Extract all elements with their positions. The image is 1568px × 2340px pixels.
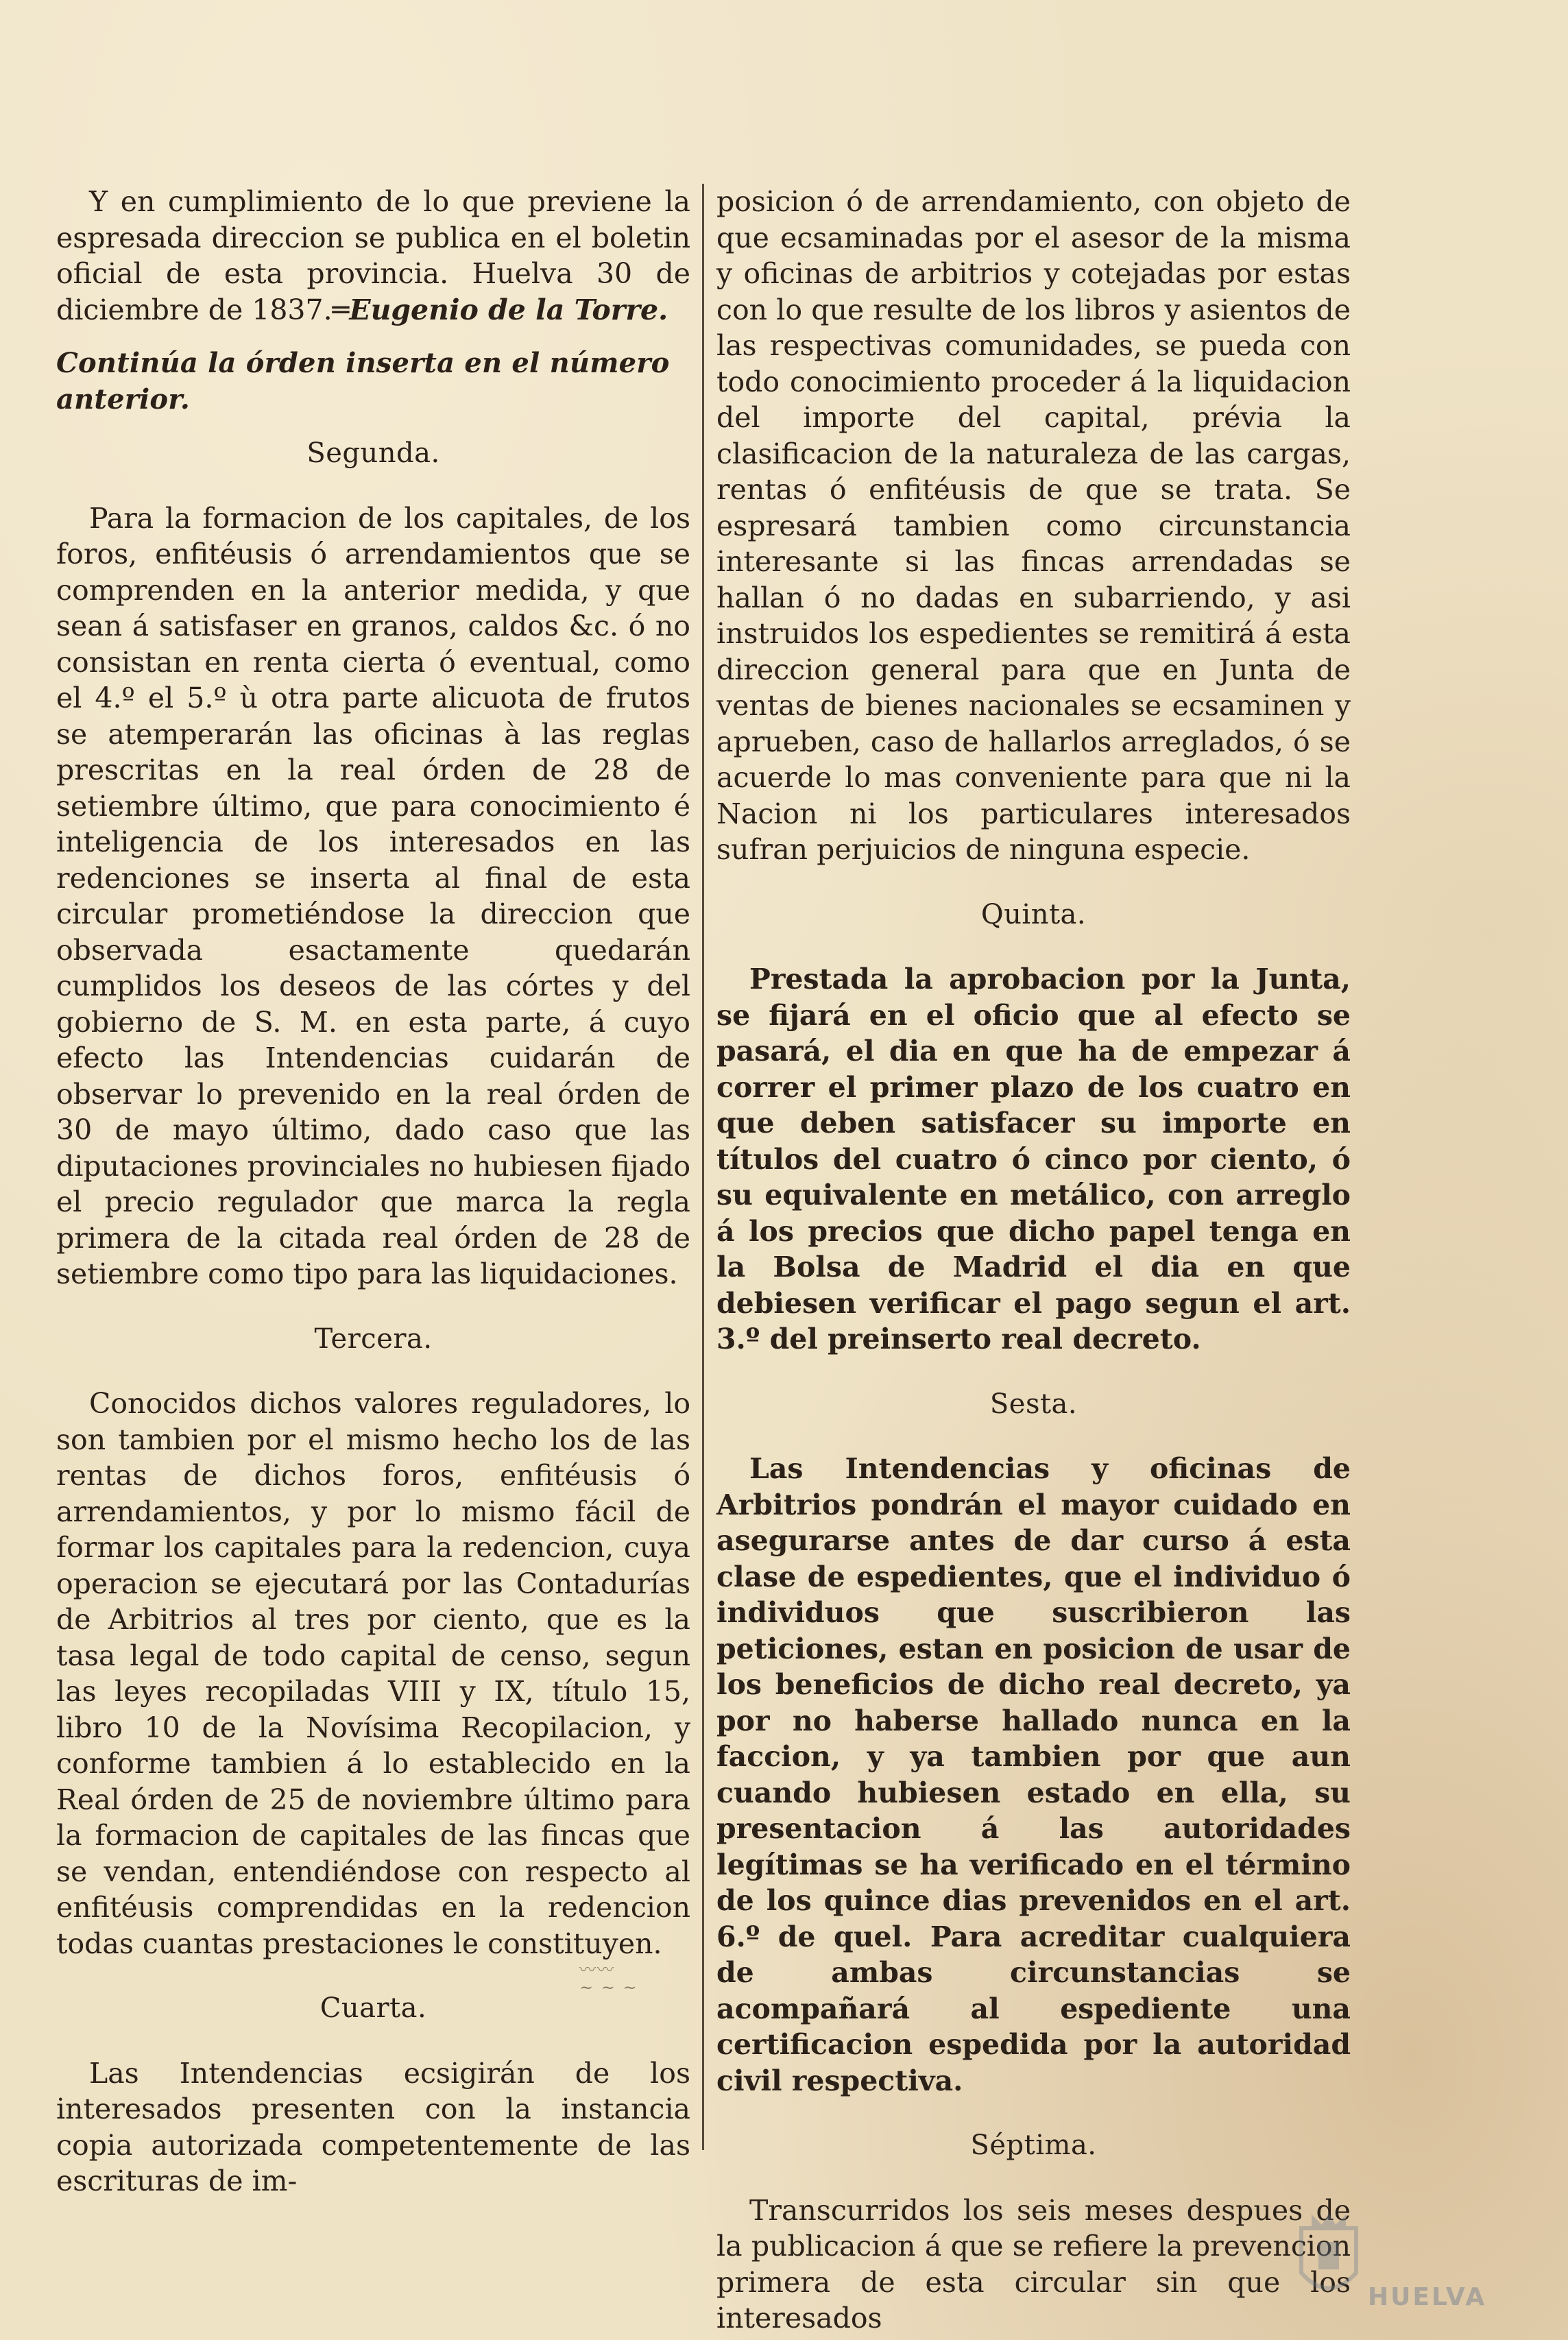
right-column (716, 184, 1351, 2337)
heading-cuarta: Cuarta. (319, 1992, 427, 2024)
publication-text: Y en cumplimiento de lo que previene la espresada direccion se publica en el boletin oficial de esta provincia. Huelva 30 de diciembre de 1837. (56, 185, 690, 326)
heading-tercera: Tercera. (314, 1323, 433, 1355)
coat-of-arms-icon (1288, 2208, 1370, 2311)
paragraph-cuarta-continued: posicion ó de arrendamiento, con objeto de que ecsaminadas por el asesor de la misma y oficinas de arbitrios y cotejadas por estas con lo que resulte de los libros y asientos de las respectivas comunidades, se pueda con todo conocimiento proceder á la liquidacion del importe del capital, prévia la clasificacion de la naturaleza de las cargas, rentas ó enfitéusis de que se trata. Se espresará tambien como circunstancia interesante si las fincas arrendadas se hallan ó no dadas en subarriendo, y asi instruidos los espedientes se remitirá á esta direccion general para que en Junta de ventas de bienes nacionales se ecsaminen y aprueben, caso de hallarlos arreglados, ó se acuerde lo mas conveniente para que ni la Nacion ni los particulares interesados sufran perjuicios de ninguna especie. (716, 185, 1351, 866)
heading-quinta: Quinta. (980, 898, 1087, 930)
paragraph-septima: Transcurridos los seis meses despues de la publicacion á que se refiere la prevencion primera de esta circular sin que los interesados (716, 2193, 1351, 2335)
heading-segunda: Segunda. (306, 437, 440, 469)
column-divider (702, 184, 704, 2150)
paragraph-segunda: Para la formacion de los capitales, de los foros, enfitéusis ó arrendamientos que se comprenden en la anterior medida, y que sean á satisfaser en granos, caldos &c. ó no consistan en renta cierta ó eventual, como el 4.º el 5.º ù otra parte alicuota de frutos se atemperarán las oficinas à las reglas prescritas en la real órden de 28 de setiembre último, que para conocimiento é inteligencia de los interesados en las redenciones se inserta al final de esta circular prometiéndose la direccion que observada esactamente quedarán cumplidos los deseos de las córtes y del gobierno de S. M. en esta parte, á cuyo efecto las Intendencias cuidarán de observar lo prevenido en la real órden de 30 de mayo último, dado caso que las diputaciones provinciales no hubiesen fijado el precio regulador que marca la regla primera de la citada real órden de 28 de setiembre como tipo para las liquidaciones. (56, 501, 690, 1290)
paragraph-cuarta: Las Intendencias ecsigirán de los interesados presenten con la instancia copia autorizada competentemente de las escrituras de im- (56, 2056, 690, 2197)
paragraph-sesta: Las Intendencias y oficinas de Arbitrios pondrán el mayor cuidado en asegurarse antes de dar curso á esta clase de espedientes, que el individuo ó individuos que suscribieron las peticiones, estan en posicion de usar de los beneficios de dicho real decreto, ya por no haberse hallado nunca en la faccion, y ya tambien por que aun cuando hubiesen estado en ella, su presentacion á las autoridades legítimas se ha verificado en el término de los quince dias prevenidos en el art. 6.º de quel. Para acreditar cualquiera de ambas circunstancias se acompañará al espediente una certificacion espedida por la autoridad civil respectiva. (716, 1452, 1351, 2097)
continuation-note: Continúa la órden inserta en el número anterior. (56, 347, 670, 415)
printer-ornament: 〰〰 ~ ~ ~ (579, 1960, 638, 1997)
signature: ═Eugenio de la Torre. (332, 293, 668, 326)
paragraph-tercera: Conocidos dichos valores reguladores, lo son tambien por el mismo hecho los de las rentas de dichos foros, enfitéusis ó arrendamientos, y por lo mismo fácil de formar los capitales para la redencion, cuya operacion se ejecutará por las Contadurías de Arbitrios al tres por ciento, que es la tasa legal de todo capital de censo, segun las leyes recopiladas VIII y IX, título 15, libro 10 de la Novísima Recopilacion, y conforme tambien á lo establecido en la Real órden de 25 de noviembre último para la formacion de capitales de las fincas que se vendan, entendiéndose con respecto al enfitéusis comprendidas en la redencion todas cuantas prestaciones le constituyen. (56, 1387, 690, 1960)
heading-septima: Séptima. (970, 2130, 1097, 2161)
paragraph-quinta: Prestada la aprobacion por la Junta, se fijará en el oficio que al efecto se pasará, el dia en que ha de empezar á correr el primer plazo de los cuatro en que deben satisfacer su importe en títulos del cuatro ó cinco por ciento, ó su equivalente en metálico, con arreglo á los precios que dicho papel tenga en la Bolsa de Madrid el dia en que debiesen verificar el pago segun el art. 3.º del preinserto real decreto. (716, 963, 1351, 1355)
heading-sesta: Sesta. (989, 1388, 1078, 1420)
watermark-text: HUELVA (1368, 2283, 1487, 2311)
left-column (56, 184, 690, 2199)
publication-paragraph (56, 184, 690, 328)
